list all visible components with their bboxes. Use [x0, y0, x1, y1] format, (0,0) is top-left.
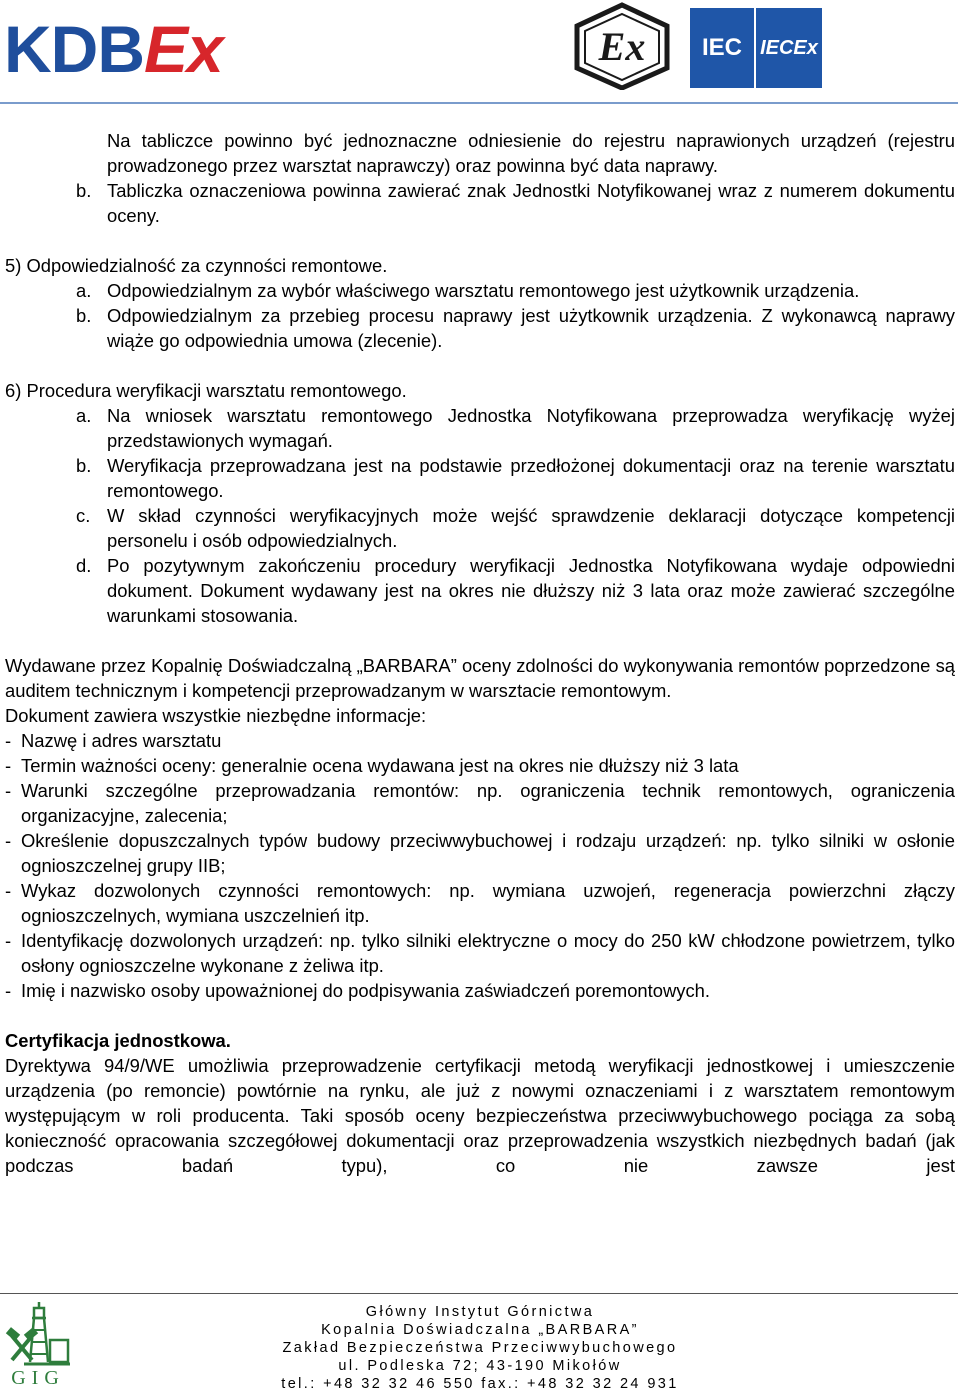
- ex-symbol-text: Ex: [598, 24, 646, 69]
- dash-list-item: [5, 778, 955, 828]
- intro-paragraph: Na tabliczce powinno być jednoznaczne odniesienie do rejestru naprawionych urządzeń (rejestru prowadzonego przez warsztat naprawczy) oraz powinna być data naprawy.: [107, 130, 955, 176]
- kdbex-logo-main: KDB: [4, 12, 144, 86]
- dash-item-text: Imię i nazwisko osoby upoważnionej do podpisywania zaświadczeń poremontowych.: [21, 980, 711, 1001]
- footer-line-phone: tel.: +48 32 32 46 550 fax.: +48 32 32 24 931: [281, 1376, 679, 1392]
- dash-marker: -: [5, 980, 12, 1001]
- list-item-text: Odpowiedzialnym za wybór właściwego warsztatu remontowego jest użytkownik urządzenia.: [107, 280, 860, 301]
- iecex-logo: IECEx: [756, 8, 822, 88]
- dash-marker: -: [5, 830, 12, 851]
- barbara-paragraph: Wydawane przez Kopalnię Doświadczalną „BARBARA” oceny zdolności do wykonywania remontów poprzedzone są auditem technicznym i kompetencji przeprowadzanym w warsztacie remontowym.: [5, 655, 955, 701]
- dash-list-item: [5, 828, 955, 878]
- document-body: [5, 128, 955, 1178]
- footer-divider: [0, 1293, 958, 1294]
- dash-marker: -: [5, 930, 12, 951]
- dash-item-text: Termin ważności oceny: generalnie ocena wydawana jest na okres nie dłuższy niż 3 lata: [21, 755, 739, 776]
- dash-list-item: [5, 978, 955, 1003]
- footer-line-department: Zakład Bezpieczeństwa Przeciwwybuchowego: [282, 1340, 678, 1356]
- iec-logo: IEC: [690, 8, 754, 88]
- section-5-item-b: [5, 303, 955, 353]
- footer-line-street: ul. Podleska 72; 43-190 Mikołów: [338, 1358, 622, 1374]
- certification-heading: Certyfikacja jednostkowa.: [5, 1030, 231, 1051]
- intro-item-b: [5, 178, 955, 228]
- section-5-item-a: [5, 278, 955, 303]
- list-item-text: Tabliczka oznaczeniowa powinna zawierać znak Jednostki Notyfikowanej wraz z numerem dokumentu oceny.: [107, 180, 955, 226]
- document-contents-intro: Dokument zawiera wszystkie niezbędne informacje:: [5, 705, 427, 726]
- gig-logo-text: GIG: [11, 1367, 65, 1389]
- dash-marker: -: [5, 880, 12, 901]
- list-item-text: Po pozytywnym zakończeniu procedury weryfikacji Jednostka Notyfikowana wydaje odpowiedni dokument. Dokument wydawany jest na okres nie dłuższy niż 3 lata oraz może zawierać szczególne warunkami stosowania.: [107, 555, 955, 626]
- footer-line-institute: Główny Instytut Górnictwa: [365, 1304, 595, 1320]
- list-marker: c.: [76, 505, 91, 526]
- dash-item-text: Nazwę i adres warsztatu: [21, 730, 222, 751]
- dash-list-item: [5, 928, 955, 978]
- dash-item-text: Identyfikację dozwolonych urządzeń: np. tylko silniki elektryczne o mocy do 250 kW chłodzone powietrzem, tylko osłony ognioszczelne wykonane z żeliwa itp.: [21, 930, 955, 976]
- dash-list-item: [5, 728, 955, 753]
- ex-hexagon-logo: [568, 2, 676, 90]
- kdbex-logo: [4, 14, 223, 84]
- list-item-text: Na wniosek warsztatu remontowego Jednostka Notyfikowana przeprowadza weryfikację wyżej przedstawionych wymagań.: [107, 405, 955, 451]
- list-marker: a.: [76, 280, 92, 301]
- certification-paragraph: Dyrektywa 94/9/WE umożliwia przeprowadzenie certyfikacji metodą weryfikacji jednostkowej i umieszczenie urządzenia (po remoncie) powtórnie na rynku, ale już z nowymi oznaczeniami i z warsztatem remontowym występującym w roli producenta. Taki sposób oceny bezpieczeństwa przeciwwybuchowego pociąga za sobą konieczność opracowania szczegółowej dokumentacji oraz przeprowadzenia wszystkich niezbędnych badań (jak podczas badań typu), co nie zawsze jest: [5, 1055, 955, 1176]
- dash-list-item: [5, 878, 955, 928]
- dash-item-text: Wykaz dozwolonych czynności remontowych: np. wymiana uzwojeń, regeneracja powierzchni złączy ognioszczelnych, wymiana uszczelnień itp.: [21, 880, 955, 926]
- section-6-item-b: [5, 453, 955, 503]
- section-6-item-c: [5, 503, 955, 553]
- list-marker: a.: [76, 405, 92, 426]
- header-divider: [0, 102, 958, 104]
- section-6-item-d: [5, 553, 955, 628]
- kdbex-logo-accent: Ex: [144, 12, 223, 86]
- dash-marker: -: [5, 755, 12, 776]
- dash-marker: -: [5, 730, 12, 751]
- list-marker: b.: [76, 305, 92, 326]
- dash-list-item: [5, 753, 955, 778]
- dash-item-text: Warunki szczególne przeprowadzania remontów: np. ograniczenia technik remontowych, ograniczenia organizacyjne, zalecenia;: [21, 780, 955, 826]
- dash-marker: -: [5, 780, 12, 801]
- section-6-heading: 6) Procedura weryfikacji warsztatu remontowego.: [5, 380, 407, 401]
- list-item-text: Weryfikacja przeprowadzana jest na podstawie przedłożonej dokumentacji oraz na terenie warsztatu remontowego.: [107, 455, 955, 501]
- list-marker: b.: [76, 455, 92, 476]
- list-item-text: W skład czynności weryfikacyjnych może wejść sprawdzenie deklaracji dotyczące kompetencji personelu i osób odpowiedzialnych.: [107, 505, 955, 551]
- list-item-text: Odpowiedzialnym za przebieg procesu naprawy jest użytkownik urządzenia. Z wykonawcą naprawy wiąże go odpowiednia umowa (zlecenie).: [107, 305, 955, 351]
- list-marker: b.: [76, 180, 92, 201]
- page-header: [0, 0, 960, 108]
- footer-address: [230, 1303, 730, 1393]
- section-6-item-a: [5, 403, 955, 453]
- dash-item-text: Określenie dopuszczalnych typów budowy przeciwwybuchowej i rodzaju urządzeń: np. tylko silniki w osłonie ognioszczelnej grupy IIB;: [21, 830, 955, 876]
- section-5-heading: 5) Odpowiedzialność za czynności remontowe.: [5, 255, 388, 276]
- list-marker: d.: [76, 555, 92, 576]
- footer-line-mine: Kopalnia Doświadczalna „BARBARA”: [321, 1322, 639, 1338]
